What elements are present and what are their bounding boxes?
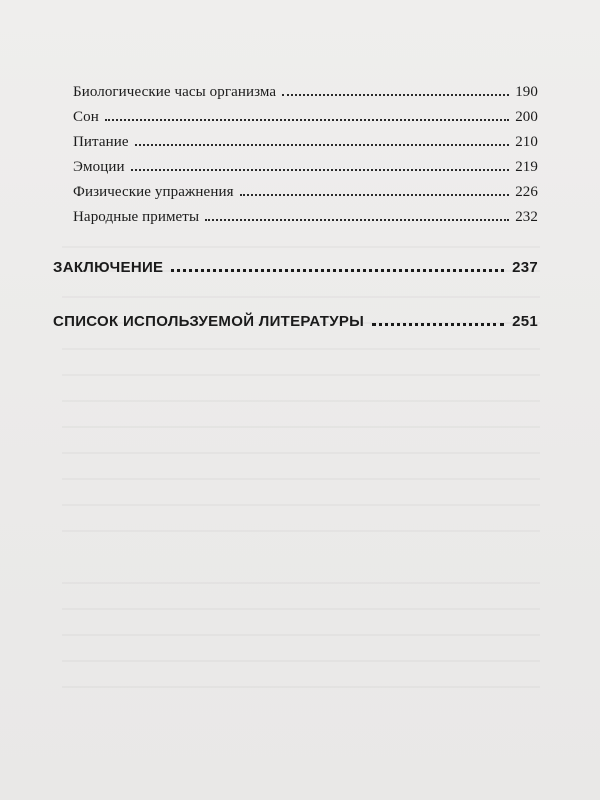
dot-leader	[105, 119, 509, 121]
show-through-line	[62, 296, 540, 298]
show-through-line	[62, 504, 540, 506]
toc-entry-page: 219	[515, 159, 538, 175]
show-through-line	[62, 660, 540, 662]
toc-entry-page: 190	[515, 84, 538, 100]
show-through-line	[62, 452, 540, 454]
dot-leader	[131, 169, 510, 171]
toc-entry-title: Биологические часы организма	[73, 84, 277, 100]
toc-entry	[73, 84, 538, 101]
toc-chapter-references	[53, 313, 538, 330]
toc-entry-page: 200	[515, 109, 538, 125]
dot-leader	[205, 219, 509, 221]
show-through-line	[62, 478, 540, 480]
toc-entry-page: 226	[515, 184, 538, 200]
toc-chapter-page: 237	[512, 259, 538, 276]
toc-entry	[73, 209, 538, 226]
show-through-line	[62, 374, 540, 376]
toc-entry	[73, 159, 538, 176]
show-through-line	[62, 608, 540, 610]
toc-entry	[73, 134, 538, 151]
toc-entry-title: Народные приметы	[73, 209, 200, 225]
dot-leader	[240, 194, 510, 196]
toc-chapter-page: 251	[512, 313, 538, 330]
toc-entry	[73, 109, 538, 126]
toc-entry-page: 232	[515, 209, 538, 225]
show-through-line	[62, 530, 540, 532]
show-through-line	[62, 426, 540, 428]
toc-entry-title: Питание	[73, 134, 129, 150]
toc-entry-page: 210	[515, 134, 538, 150]
toc-chapter-conclusion	[53, 259, 538, 276]
toc-entry-title: Сон	[73, 109, 99, 125]
dot-leader	[135, 144, 510, 146]
show-through-line	[62, 634, 540, 636]
show-through-line	[62, 246, 540, 248]
show-through-line	[62, 400, 540, 402]
show-through-line	[62, 348, 540, 350]
toc-entry-title: Физические упражнения	[73, 184, 234, 200]
toc-chapter-title: ЗАКЛЮЧЕНИЕ	[53, 259, 164, 276]
toc-entry-title: Эмоции	[73, 159, 125, 175]
show-through-line	[62, 582, 540, 584]
toc-chapter-title: СПИСОК ИСПОЛЬЗУЕМОЙ ЛИТЕРАТУРЫ	[53, 313, 365, 330]
dot-leader	[372, 323, 504, 326]
show-through-line	[62, 686, 540, 688]
dot-leader	[282, 94, 509, 96]
toc-entry	[73, 184, 538, 201]
dot-leader	[171, 269, 504, 272]
